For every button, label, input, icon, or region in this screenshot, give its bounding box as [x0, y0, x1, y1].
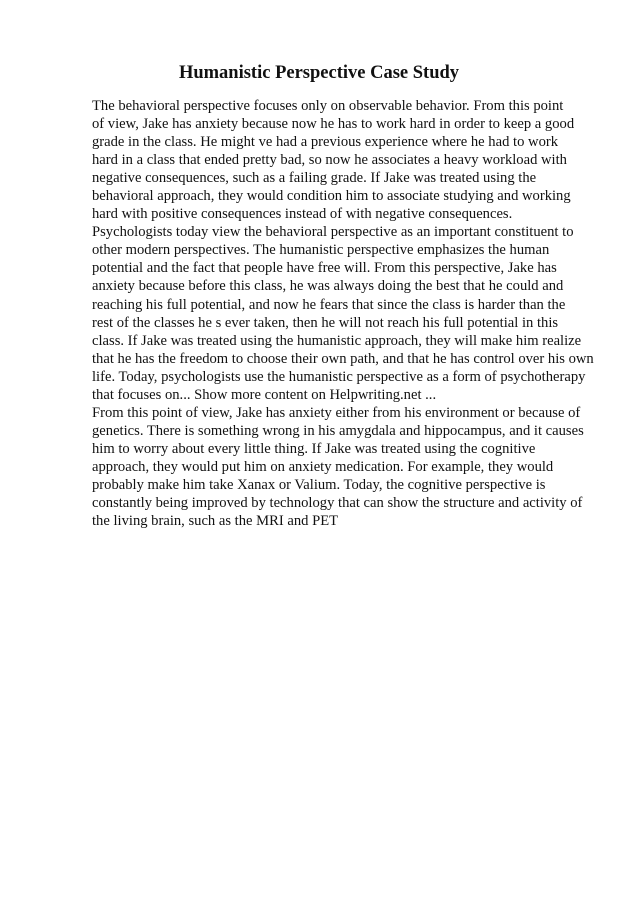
body-line: hard in a class that ended pretty bad, so now he associates a heavy workload with [92, 152, 567, 169]
document-body [92, 97, 612, 530]
body-line: hard with positive consequences instead of with negative consequences. [92, 206, 513, 223]
body-line: that he has the freedom to choose their own path, and that he has control over his own [92, 350, 594, 367]
body-line: reaching his full potential, and now he fears that since the class is harder than the [92, 296, 566, 313]
body-line: grade in the class. He might ve had a previous experience where he had to work [92, 134, 559, 151]
body-line: the living brain, such as the MRI and PET [92, 513, 339, 530]
body-line: potential and the fact that people have free will. From this perspective, Jake has [92, 260, 557, 277]
body-line: behavioral approach, they would condition him to associate studying and working [92, 188, 571, 205]
body-line: rest of the classes he s ever taken, then he will not reach his full potential in this [92, 314, 559, 331]
body-line: anxiety because before this class, he was always doing the best that he could and [92, 278, 564, 295]
body-line: probably make him take Xanax or Valium. Today, the cognitive perspective is [92, 476, 546, 493]
body-line: constantly being improved by technology that can show the structure and activity of [92, 495, 583, 512]
body-line: The behavioral perspective focuses only on observable behavior. From this point [92, 98, 564, 114]
body-line: him to worry about every little thing. If Jake was treated using the cognitive [92, 440, 536, 457]
body-line: of view, Jake has anxiety because now he has to work hard in order to keep a good [92, 116, 575, 133]
body-line: approach, they would put him on anxiety medication. For example, they would [92, 458, 554, 475]
body-line: Psychologists today view the behavioral perspective as an important constituent to [92, 224, 574, 241]
body-line: class. If Jake was treated using the humanistic approach, they will make him realize [92, 332, 582, 349]
body-line: negative consequences, such as a failing grade. If Jake was treated using the [92, 170, 537, 187]
body-line: other modern perspectives. The humanistic perspective emphasizes the human [92, 242, 550, 259]
body-line: genetics. There is something wrong in his amygdala and hippocampus, and it causes [92, 422, 584, 439]
body-line: From this point of view, Jake has anxiety either from his environment or because of [92, 404, 581, 421]
body-line: life. Today, psychologists use the humanistic perspective as a form of psychotherapy [92, 368, 586, 385]
document-title: Humanistic Perspective Case Study [178, 63, 460, 83]
body-line: that focuses on... Show more content on Helpwriting.net ... [92, 386, 437, 403]
